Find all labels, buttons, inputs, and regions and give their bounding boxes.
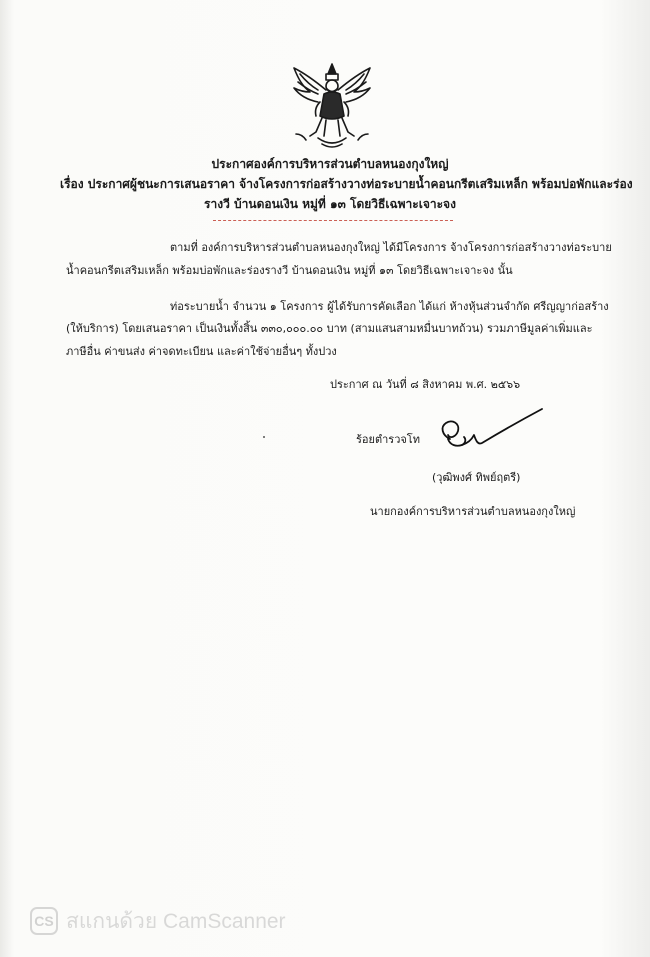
title-separator [213,220,453,221]
camscanner-logo-icon: CS [30,907,58,935]
scan-speck [263,436,265,438]
paragraph-2-line-2: (ให้บริการ) โดยเสนอราคา เป็นเงินทั้งสิ้น ๓๓๐,๐๐๐.๐๐ บาท (สามแสนสามหมื่นบาทถ้วน) รวมภาษีมูลค่าเพิ่มและ [66,322,593,335]
paragraph-2-line-1: ท่อระบายน้ำ จำนวน ๑ โครงการ ผู้ได้รับการคัดเลือก ได้แก่ ห้างหุ้นส่วนจำกัด ศรีญญาก่อสร้าง [170,300,609,313]
announcement-subject: เรื่อง ประกาศผู้ชนะการเสนอราคา จ้างโครงการก่อสร้างวางท่อระบายน้ำคอนกรีตเสริมเหล็ก พร้อมบ่อพักและร่อง [60,177,633,191]
camscanner-watermark-text: สแกนด้วย CamScanner [66,909,286,933]
announcement-title: ประกาศองค์การบริหารส่วนตำบลหนองกุงใหญ่ [211,157,449,171]
signer-rank: ร้อยตำรวจโท [356,433,420,446]
paragraph-1-line-2: น้ำคอนกรีตเสริมเหล็ก พร้อมบ่อพักและร่องรางวี บ้านดอนเงิน หมู่ที่ ๑๓ โดยวิธีเฉพาะเจาะจง นั้น [66,264,513,277]
paragraph-2-line-3: ภาษีอื่น ค่าขนส่ง ค่าจดทะเบียน และค่าใช้จ่ายอื่นๆ ทั้งปวง [66,345,337,358]
signature-mark [432,405,550,457]
paragraph-1-line-1: ตามที่ องค์การบริหารส่วนตำบลหนองกุงใหญ่ ได้มีโครงการ จ้างโครงการก่อสร้างวางท่อระบาย [170,241,612,254]
signer-position: นายกองค์การบริหารส่วนตำบลหนองกุงใหญ่ [370,505,576,518]
camscanner-watermark [30,905,286,937]
garuda-emblem-icon [290,62,374,150]
signer-name: (วุฒิพงศ์ ทิพย์ฤตรี) [432,471,521,484]
announcement-date: ประกาศ ณ วันที่ ๘ สิงหาคม พ.ศ. ๒๕๖๖ [330,378,521,391]
announcement-subject-cont: รางวี บ้านดอนเงิน หมู่ที่ ๑๓ โดยวิธีเฉพาะเจาะจง [204,197,456,211]
